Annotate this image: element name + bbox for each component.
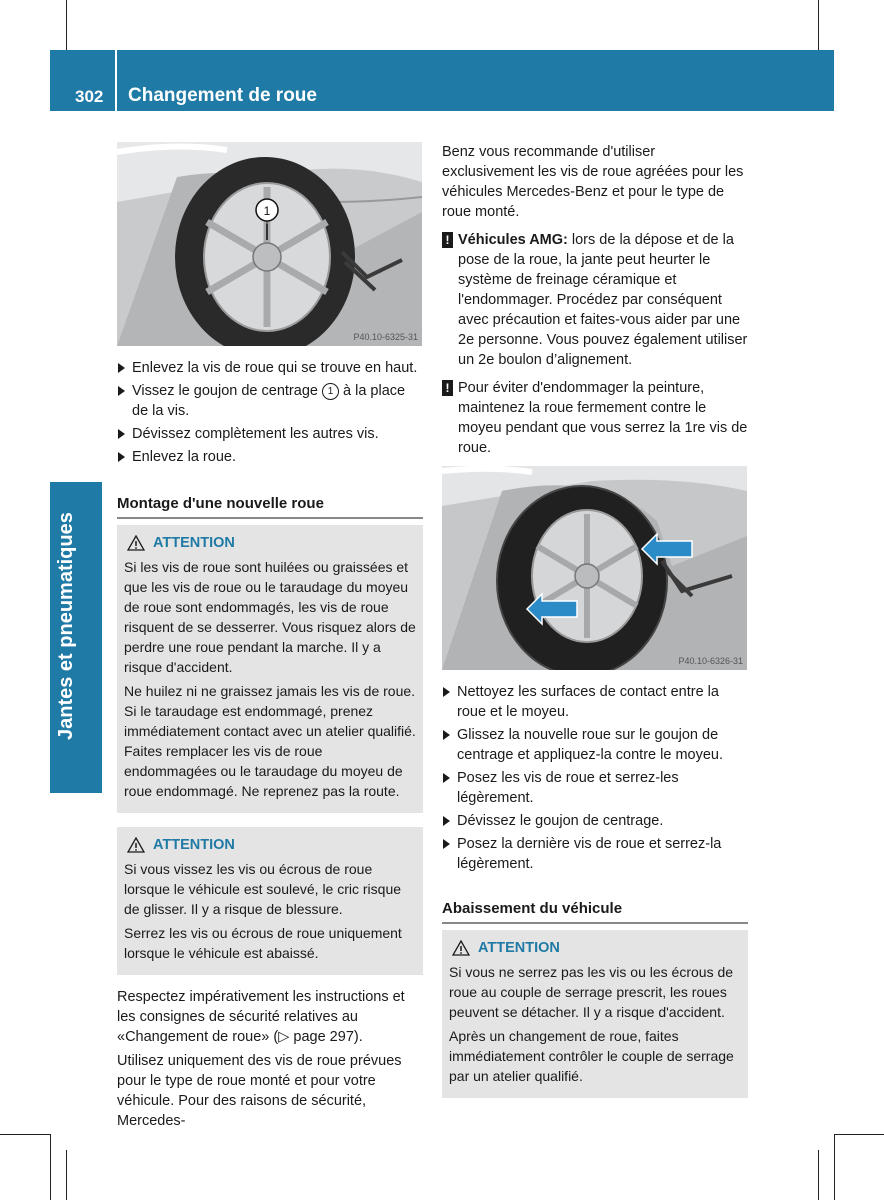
right-column-top xyxy=(442,142,748,462)
step-item: Enlevez la vis de roue qui se trouve en haut. xyxy=(117,358,423,378)
note-item xyxy=(442,230,748,370)
crop-mark xyxy=(818,1150,819,1200)
wheel-mount-illustration xyxy=(442,466,747,670)
callout-1-icon: 1 xyxy=(322,383,339,400)
warning-title: ATTENTION xyxy=(478,940,560,956)
warning-box xyxy=(117,827,423,975)
figure-callout-1: 1 xyxy=(263,204,271,218)
warning-triangle-icon xyxy=(127,535,145,551)
step-item: Nettoyez les surfaces de contact entre la roue et le moyeu. xyxy=(442,682,748,722)
page-title: Changement de roue xyxy=(128,85,317,106)
warning-box xyxy=(442,930,748,1098)
crop-mark xyxy=(66,0,67,50)
crop-mark xyxy=(834,1134,835,1200)
figure-wheel-mounting xyxy=(442,466,747,670)
warning-triangle-icon xyxy=(452,940,470,956)
warning-text: Ne huilez ni ne graissez jamais les vis de roue. Si le taraudage est endommagé, prenez immédiatement contact avec un atelier qualifié. Faites remplacer les vis de roue endommagées ou le taraudage du moyeu de roue endommagé. Ne reprenez pas la route. xyxy=(124,683,416,799)
page-number: 302 xyxy=(75,87,104,106)
note-item xyxy=(442,378,748,458)
chapter-tab-label: Jantes et pneumatiques xyxy=(55,512,77,740)
warning-title: ATTENTION xyxy=(153,535,235,551)
right-column-bottom xyxy=(442,682,748,1098)
section-heading: Abaissement du véhicule xyxy=(442,899,748,924)
note-text: lors de la dépose et de la pose de la roue, la jante peut heurter le système de freinage céramique et l'endommager. Procédez par conséquent avec précaution et faites-vous aider par une 2e personne. Vous pouvez également utiliser un 2e boulon d’alignement. xyxy=(458,232,748,368)
left-column xyxy=(117,358,423,1135)
step-item: Enlevez la roue. xyxy=(117,447,423,467)
note-bold: Véhicules AMG: xyxy=(458,232,568,248)
step-item: Dévissez complètement les autres vis. xyxy=(117,424,423,444)
step-item: Dévissez le goujon de centrage. xyxy=(442,811,748,831)
step-item: Posez la dernière vis de roue et serrez-la légèrement. xyxy=(442,834,748,874)
header-divider xyxy=(115,50,117,111)
section-heading: Montage d'une nouvelle roue xyxy=(117,494,423,519)
step-text: Vissez le goujon de centrage xyxy=(132,383,318,399)
body-paragraph: Utilisez uniquement des vis de roue prévues pour le type de roue monté et pour votre véhicule. Pour des raisons de sécurité, Mercedes- xyxy=(117,1053,402,1129)
caution-icon: ! xyxy=(442,380,453,396)
page-header xyxy=(50,50,834,111)
warning-text: Si les vis de roue sont huilées ou graissées et que les vis de roue ou le taraudage du moyeu de roue sont endommagés, les vis de roue risquent de se desserrer. Vous risquez alors de perdre une roue pendant la marche. Il y a risque d'accident. xyxy=(124,559,416,675)
warning-box xyxy=(117,525,423,813)
caution-icon: ! xyxy=(442,232,453,248)
warning-header xyxy=(449,938,741,958)
crop-mark xyxy=(50,1134,51,1200)
step-item: Glissez la nouvelle roue sur le goujon de centrage et appliquez-la contre le moyeu. xyxy=(442,725,748,765)
warning-text: Si vous ne serrez pas les vis ou les écrous de roue au couple de serrage prescrit, les roues peuvent se détacher. Il y a risque d'accident. xyxy=(449,964,734,1020)
step-item xyxy=(117,381,423,421)
step-text: à la place de la vis. xyxy=(132,383,406,419)
body-paragraph: Respectez impérativement les instructions et les consignes de sécurité relatives au «Changement de roue» (▷ page 297). xyxy=(117,989,405,1045)
warning-header xyxy=(124,835,416,855)
warning-header xyxy=(124,533,416,553)
warning-text: Après un changement de roue, faites immédiatement contrôler le couple de serrage par un atelier qualifié. xyxy=(449,1028,734,1084)
crop-mark xyxy=(834,1134,884,1135)
warning-triangle-icon xyxy=(127,837,145,853)
figure-code: P40.10-6326-31 xyxy=(678,656,743,666)
warning-text: Si vous vissez les vis ou écrous de roue lorsque le véhicule est soulevé, le cric risque de glisser. Il y a risque de blessure. xyxy=(124,861,402,917)
wheel-illustration xyxy=(117,142,422,346)
warning-title: ATTENTION xyxy=(153,837,235,853)
crop-mark xyxy=(66,1150,67,1200)
figure-wheel-bolt-removal xyxy=(117,142,422,346)
figure-code: P40.10-6325-31 xyxy=(353,332,418,342)
body-paragraph: Benz vous recommande d'utiliser exclusivement les vis de roue agréées pour les véhicules Mercedes-Benz et pour le type de roue monté. xyxy=(442,144,744,220)
step-item: Posez les vis de roue et serrez-les légèrement. xyxy=(442,768,748,808)
note-text: Pour éviter d'endommager la peinture, maintenez la roue fermement contre le moyeu pendant que vous serrez la 1re vis de roue. xyxy=(458,380,748,456)
crop-mark xyxy=(0,1134,50,1135)
warning-text: Serrez les vis ou écrous de roue uniquement lorsque le véhicule est abaissé. xyxy=(124,925,402,961)
crop-mark xyxy=(818,0,819,50)
